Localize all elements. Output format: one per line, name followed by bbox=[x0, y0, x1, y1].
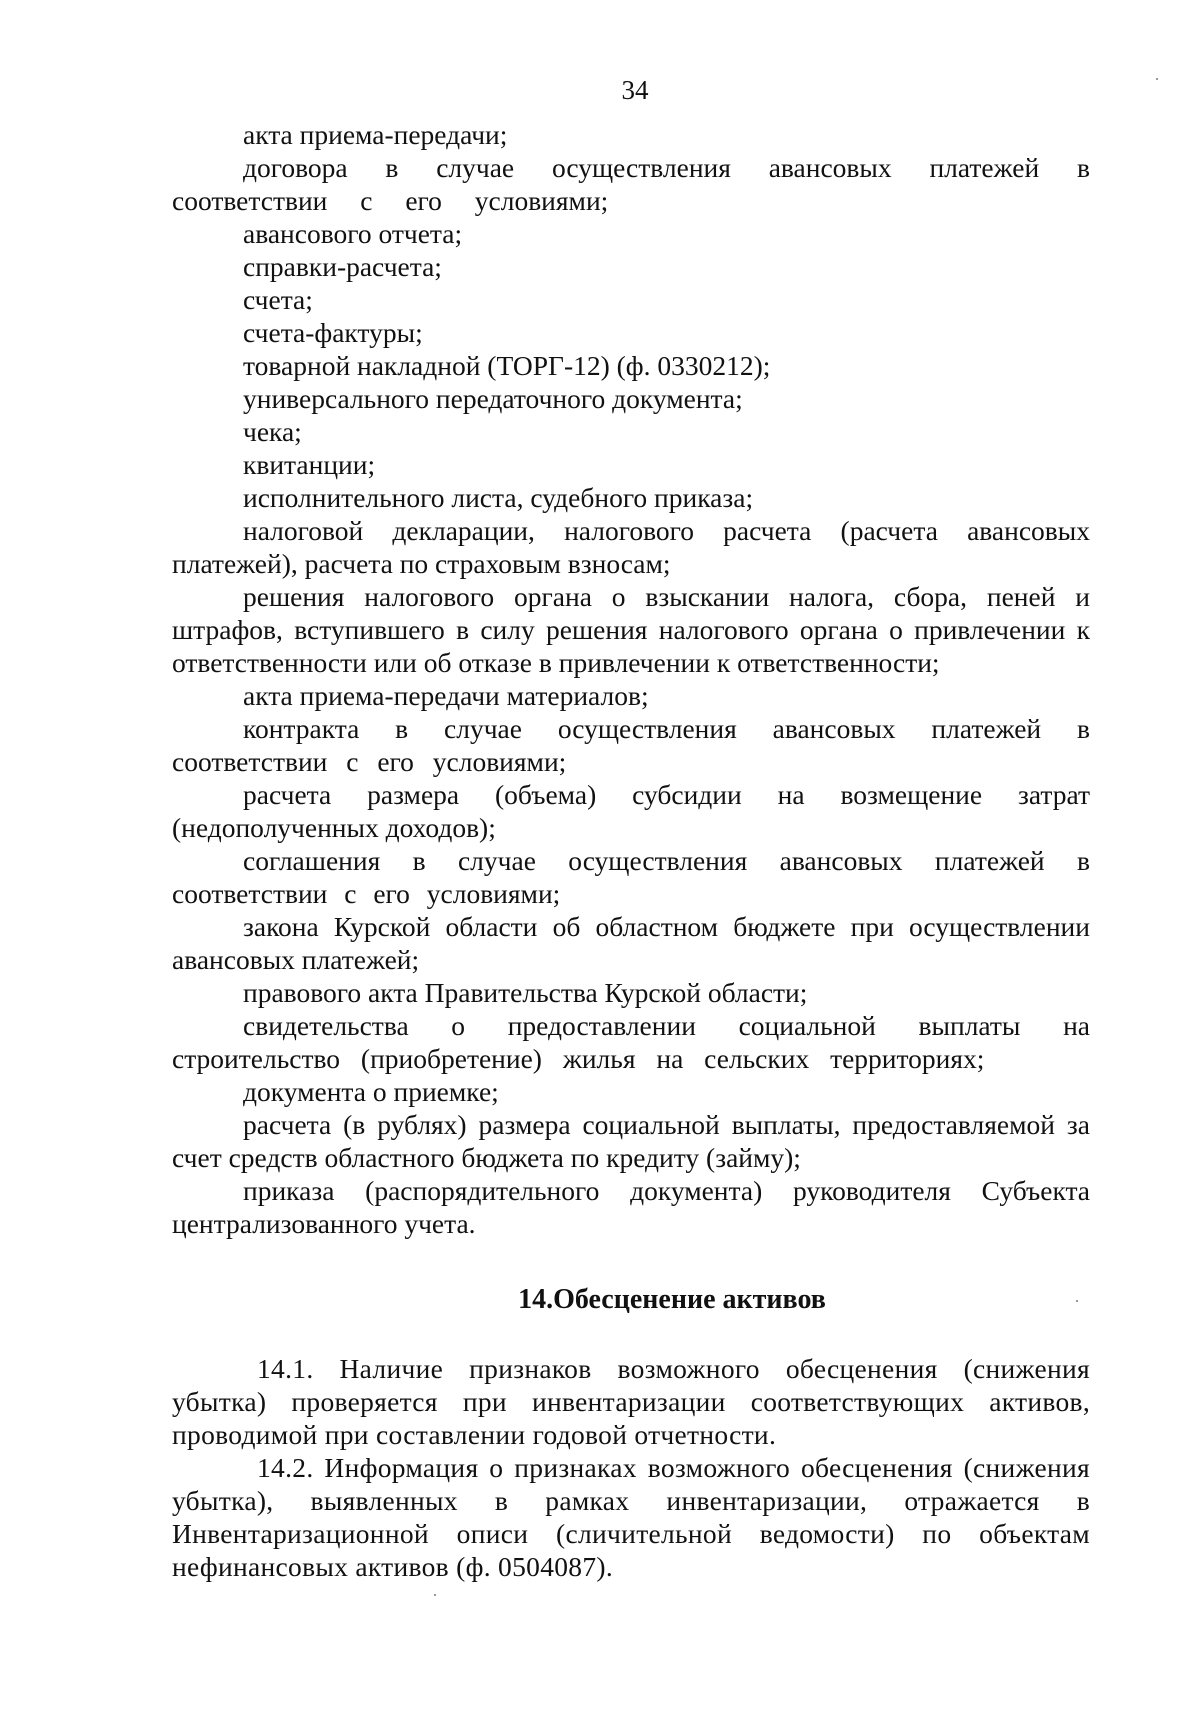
scan-speck bbox=[1076, 1300, 1078, 1302]
list-item: соглашения в случае осуществления авансовых платежей в соответствии с его условиями; bbox=[172, 845, 1090, 909]
list-item: квитанции; bbox=[243, 449, 376, 480]
list-item: расчета размера (объема) субсидии на возмещение затрат (недополученных доходов); bbox=[172, 779, 1090, 843]
list-item: чека; bbox=[243, 416, 302, 447]
list-item: акта приема-передачи материалов; bbox=[243, 680, 649, 711]
list-item: счета-фактуры; bbox=[243, 317, 423, 348]
list-item: налоговой декларации, налогового расчета (расчета авансовых платежей), расчета по страховым взносам; bbox=[172, 515, 1090, 579]
list-item: справки-расчета; bbox=[243, 251, 442, 282]
list-item: товарной накладной (ТОРГ-12) (ф. 0330212); bbox=[243, 350, 771, 381]
list-item: свидетельства о предоставлении социальной выплаты на строительство (приобретение) жилья на сельских территориях; bbox=[172, 1010, 1090, 1074]
list-item: счета; bbox=[243, 284, 313, 315]
scan-speck bbox=[434, 1594, 436, 1596]
list-item: универсального передаточного документа; bbox=[243, 383, 743, 414]
page-number: 34 bbox=[621, 75, 649, 105]
list-item: приказа (распорядительного документа) руководителя Субъекта централизованного учета. bbox=[172, 1175, 1090, 1239]
section-paragraph: 14.2. Информация о признаках возможного обесценения (снижения убытка), выявленных в рамках инвентаризации, отражается в Инвентаризационной описи (сличительной ведомости) по объектам нефинансовых активов (ф. 0504087). bbox=[172, 1452, 1090, 1582]
list-item: авансового отчета; bbox=[243, 218, 463, 249]
scan-speck bbox=[1156, 78, 1158, 80]
section-body bbox=[172, 1352, 1090, 1583]
section-heading: 14.Обесценение активов bbox=[518, 1284, 826, 1315]
list-item: решения налогового органа о взыскании налога, сбора, пеней и штрафов, вступившего в силу решения налогового органа о привлечении к ответственности или об отказе в привлечении к ответственности; bbox=[172, 581, 1090, 678]
list-item: акта приема-передачи; bbox=[243, 119, 508, 150]
list-item: закона Курской области об областном бюджете при осуществлении авансовых платежей; bbox=[172, 911, 1090, 975]
list-item: правового акта Правительства Курской области; bbox=[243, 977, 808, 1008]
document-list bbox=[172, 118, 1090, 1240]
list-item: договора в случае осуществления авансовых платежей в соответствии с его условиями; bbox=[172, 152, 1090, 216]
list-item: исполнительного листа, судебного приказа; bbox=[243, 482, 754, 513]
section-paragraph: 14.1. Наличие признаков возможного обесценения (снижения убытка) проверяется при инвентаризации соответствующих активов, проводимой при составлении годовой отчетности. bbox=[172, 1353, 1090, 1450]
list-item: контракта в случае осуществления авансовых платежей в соответствии с его условиями; bbox=[172, 713, 1090, 777]
list-item: расчета (в рублях) размера социальной выплаты, предоставляемой за счет средств областного бюджета по кредиту (займу); bbox=[172, 1109, 1090, 1173]
list-item: документа о приемке; bbox=[243, 1076, 499, 1107]
